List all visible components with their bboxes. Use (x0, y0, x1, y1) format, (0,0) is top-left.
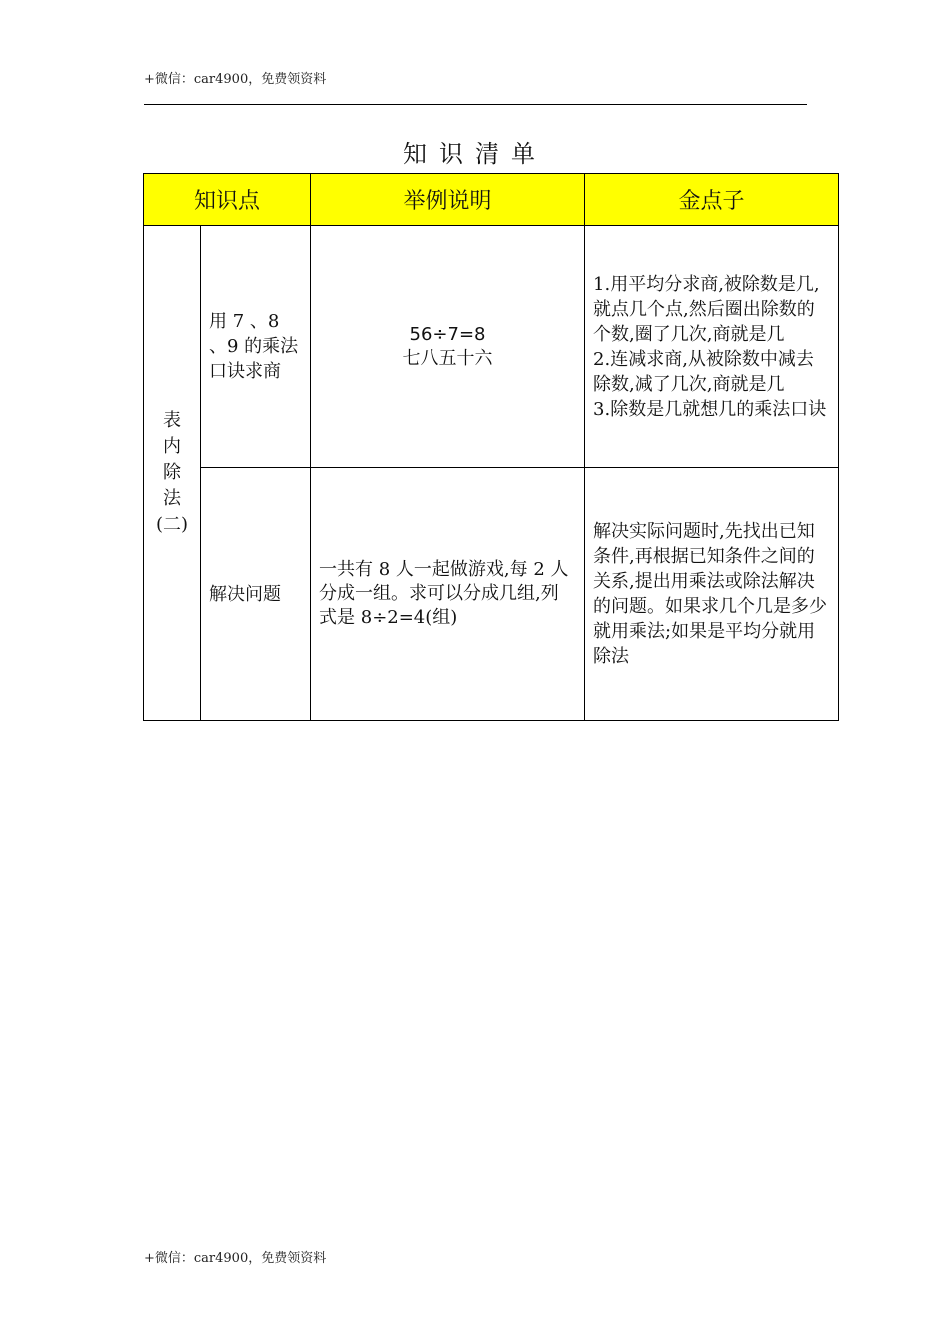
footer-note: +微信：car4900，免费领资料 (144, 1251, 327, 1266)
header-rule (144, 104, 807, 105)
topic-text: 用 7 、8 、9 的乘法口诀求商 (209, 311, 299, 382)
header-tips: 金点子 (585, 174, 839, 226)
tips-cell (585, 226, 839, 468)
category-char: (二) (155, 514, 189, 535)
example-line: 七八五十六 (402, 347, 493, 369)
topic-cell (201, 226, 311, 468)
category-char: 内 (163, 436, 181, 457)
tips-cell (585, 468, 839, 721)
example-cell (311, 226, 585, 468)
table-header-row (144, 174, 839, 226)
topic-cell (201, 468, 311, 721)
category-char: 除 (163, 462, 181, 483)
tip-line: 2.连减求商,从被除数中减去除数,减了几次,商就是几 (593, 348, 814, 395)
example-cell (311, 468, 585, 721)
example-line: 56÷7=8 (409, 323, 486, 345)
document-title: 知识清单 (403, 140, 547, 168)
tip-line: 1.用平均分求商,被除数是几,就点几个点,然后圈出除数的个数,圈了几次,商就是几 (593, 273, 820, 345)
example-line: 一共有 8 人一起做游戏,每 2 人分成一组。求可以分成几组,列式是 8÷2=4(组) (319, 559, 569, 628)
category-char: 法 (163, 488, 181, 509)
tip-line: 解决实际问题时,先找出已知条件,再根据已知条件之间的关系,提出用乘法或除法解决的问题。如果求几个几是多少就用乘法;如果是平均分就用除法 (593, 521, 828, 667)
category-char: 表 (163, 410, 181, 431)
header-note: +微信：car4900，免费领资料 (144, 72, 327, 87)
table-row (144, 226, 839, 468)
tip-line: 3.除数是几就想几的乘法口诀 (593, 398, 827, 420)
header-example: 举例说明 (311, 174, 585, 226)
table-row (144, 468, 839, 721)
header-knowledge-point: 知识点 (144, 174, 311, 226)
knowledge-table (143, 173, 839, 721)
category-cell (144, 226, 201, 721)
topic-text: 解决问题 (209, 583, 281, 605)
